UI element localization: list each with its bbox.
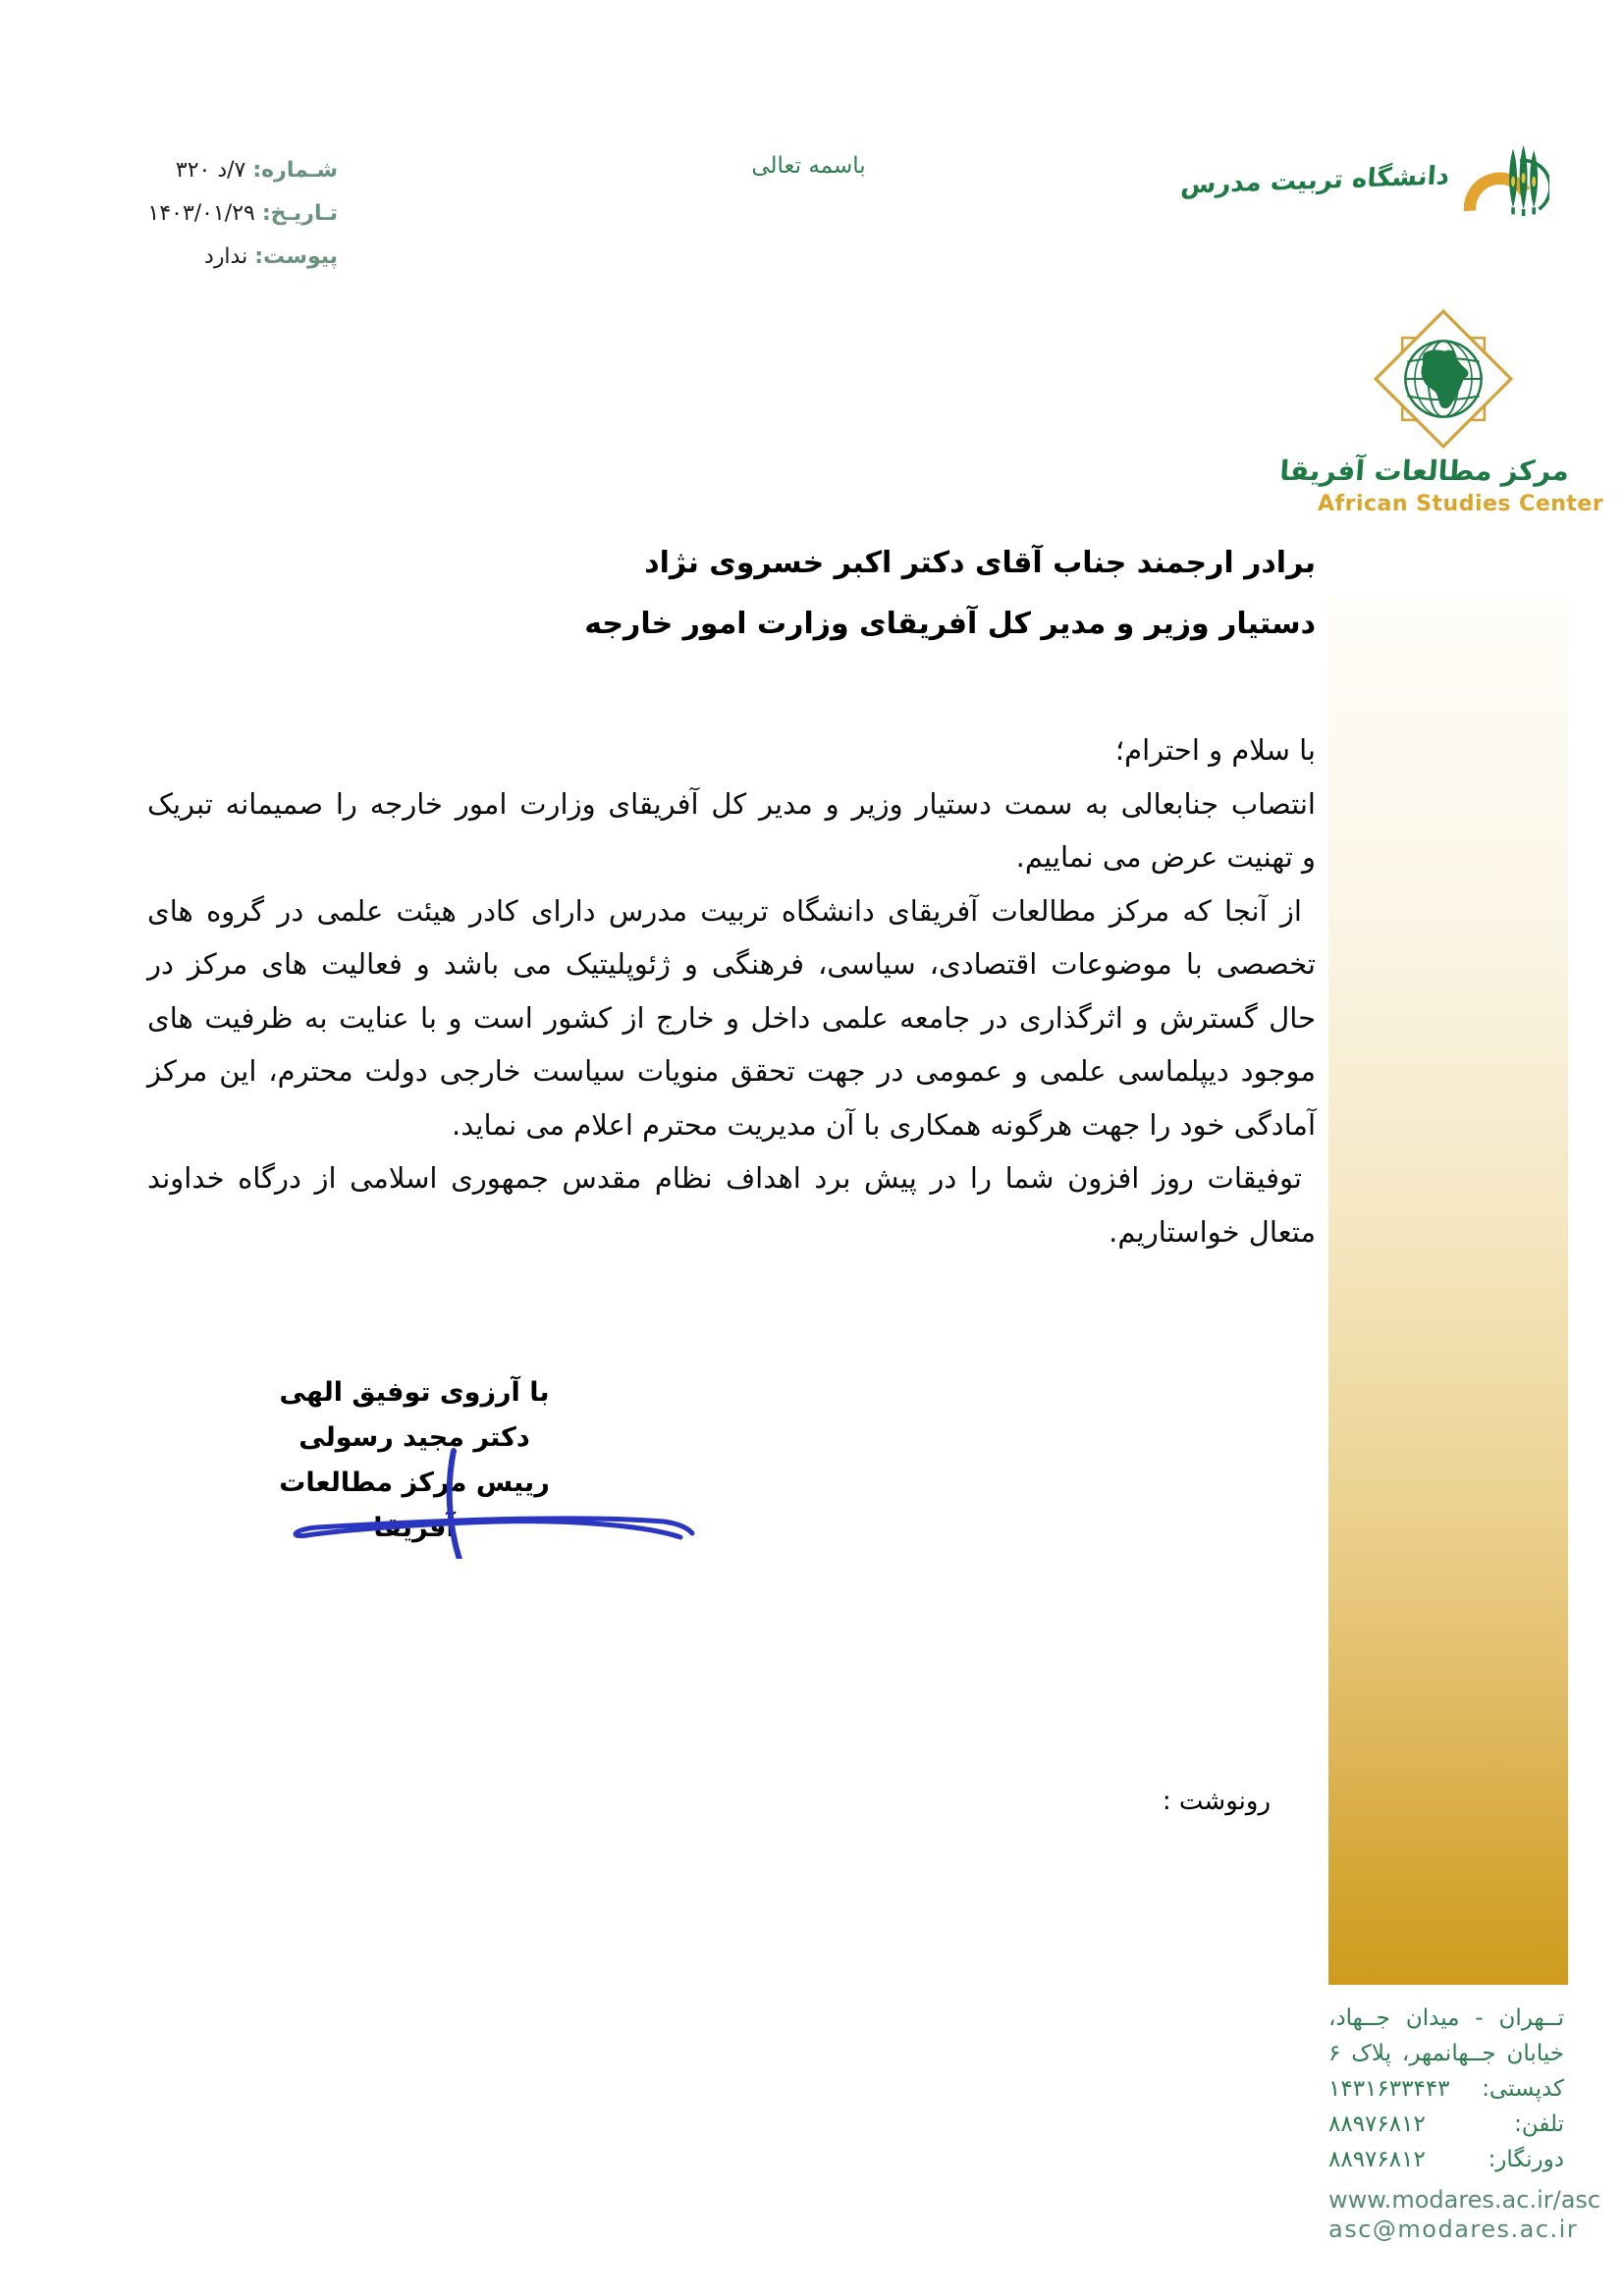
fax-value: ۸۸۹۷۶۸۱۲ bbox=[1328, 2147, 1426, 2172]
body-line: و تهنیت عرض می نماییم. bbox=[1015, 840, 1316, 874]
footer-address-block bbox=[1328, 2001, 1601, 2244]
fax-row bbox=[1328, 2142, 1564, 2177]
signature-wish-line: با آرزوی توفیق الهی bbox=[279, 1377, 550, 1408]
reference-block bbox=[116, 149, 338, 279]
address-line-1: تــهران - میدان جــهاد، bbox=[1328, 2005, 1564, 2031]
letter-number-value: ۷/د ۳۲۰ bbox=[175, 158, 246, 183]
letter-number-row bbox=[116, 149, 338, 192]
asc-logo bbox=[1278, 306, 1604, 516]
asc-globe-africa-icon bbox=[1371, 306, 1516, 452]
signatory-name: دکتر مجید رسولی bbox=[298, 1422, 530, 1453]
handwritten-signature-icon bbox=[273, 1441, 695, 1559]
letter-date-label: تـاریـخ: bbox=[261, 201, 338, 226]
letter-body bbox=[147, 723, 1316, 1258]
phone-label: تلفن: bbox=[1514, 2111, 1564, 2137]
address-line-2: خیابان جــهانمهر، پلاک ۶ bbox=[1328, 2041, 1564, 2066]
recipient-block bbox=[147, 533, 1316, 655]
body-line: حال گسترش و اثرگذاری در جامعه علمی داخل و خارج از کشور است و با عنایت به ظرفیت های bbox=[147, 1000, 1316, 1035]
attachment-row bbox=[116, 236, 338, 279]
letter-number-label: شـماره: bbox=[252, 158, 338, 183]
postal-code-label: کدپستی: bbox=[1482, 2076, 1564, 2102]
cc-label: رونوشت : bbox=[1162, 1787, 1271, 1816]
body-line: توفیقات روز افزون شما را در پیش برد اهداف نظام مقدس جمهوری اسلامی از درگاه خداوند bbox=[147, 1161, 1302, 1195]
body-line: تخصصی با موضوعات اقتصادی، سیاسی، فرهنگی و ژئوپلیتیک می باشد و فعالیت های مرکز در bbox=[147, 947, 1316, 981]
recipient-name: برادر ارجمند جناب آقای دکتر اکبر خسروی نژاد bbox=[644, 546, 1316, 580]
university-logo bbox=[1179, 132, 1549, 230]
body-line: انتصاب جنابعالی به سمت دستیار وزیر و مدیر کل آفریقای وزارت امور خارجه را صمیمانه تبریک bbox=[147, 786, 1316, 821]
body-line: آمادگی خود را جهت هرگونه همکاری با آن مدیریت محترم اعلام می نماید. bbox=[451, 1107, 1316, 1142]
body-line: با سلام و احترام؛ bbox=[1114, 733, 1316, 767]
asc-name-english: African Studies Center bbox=[1318, 492, 1604, 516]
asc-name-farsi: مرکز مطالعات آفریقا bbox=[1278, 454, 1571, 487]
attachment-label: پیوست: bbox=[254, 244, 338, 269]
university-name-calligraphy: دانشگاه تربیت مدرس bbox=[1179, 161, 1451, 200]
website-text: www.modares.ac.ir/asc bbox=[1328, 2186, 1601, 2214]
recipient-title: دستیار وزیر و مدیر کل آفریقای وزارت امور خارجه bbox=[584, 607, 1316, 641]
letter-date-row bbox=[116, 192, 338, 236]
body-line: متعال خواستاریم. bbox=[1109, 1214, 1316, 1249]
postal-code-row bbox=[1328, 2071, 1564, 2107]
attachment-value: ندارد bbox=[204, 244, 248, 269]
signatory-title: رییس مرکز مطالعات آفریقا bbox=[279, 1468, 550, 1543]
phone-value: ۸۸۹۷۶۸۱۲ bbox=[1328, 2111, 1426, 2137]
postal-code-value: ۱۴۳۱۶۳۳۴۴۳ bbox=[1328, 2076, 1450, 2102]
body-line: از آنجا که مرکز مطالعات آفریقای دانشگاه تربیت مدرس دارای کادر هیئت علمی در گروه های bbox=[147, 893, 1302, 928]
body-line: موجود دیپلماسی علمی و عمومی در جهت تحقق منویات سیاست خارجی دولت محترم، این مرکز bbox=[147, 1054, 1316, 1088]
bismillah-text: باسمه تعالی bbox=[751, 153, 866, 179]
fax-label: دورنگار: bbox=[1488, 2147, 1564, 2172]
gold-sidebar bbox=[1328, 597, 1568, 1985]
university-arch-tree-icon bbox=[1463, 139, 1549, 222]
email-text: asc@modares.ac.ir bbox=[1328, 2216, 1579, 2243]
letter-date-value: ۱۴۰۳/۰۱/۲۹ bbox=[147, 201, 255, 226]
phone-row bbox=[1328, 2107, 1564, 2142]
